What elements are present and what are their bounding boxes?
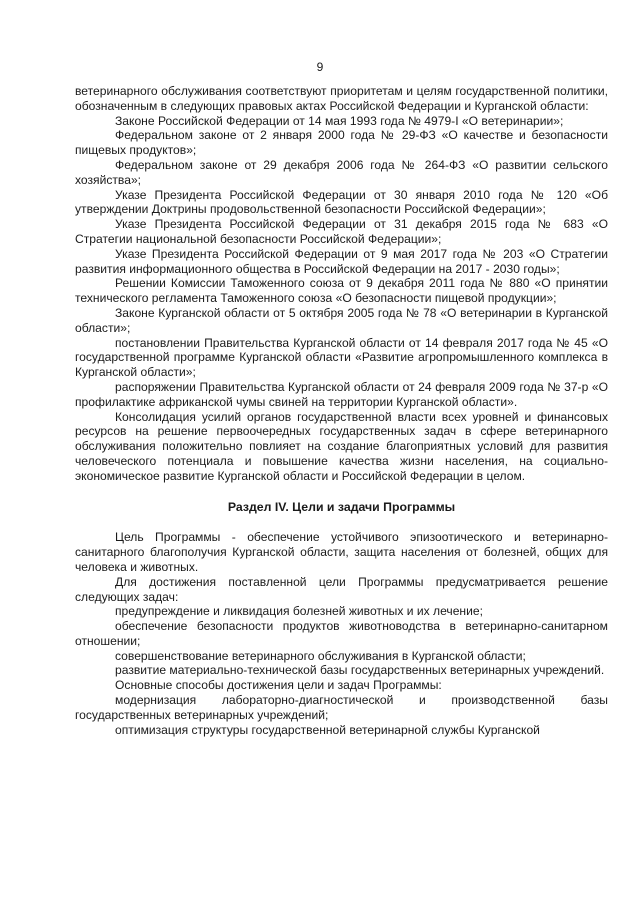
list-item-method: модернизация лабораторно-диагностической и производственной базы государственных ветеринарных учреждений; <box>75 693 608 722</box>
list-item-law: распоряжении Правительства Курганской области от 24 февраля 2009 года № 37-р «О профилактике африканской чумы свиней на территории Курганской области». <box>75 379 608 409</box>
list-item-law: Законе Российской Федерации от 14 мая 1993 года № 4979-I «О ветеринарии»; <box>115 113 564 128</box>
paragraph: Основные способы достижения цели и задач Программы: <box>115 678 442 693</box>
list-item-law: постановлении Правительства Курганской области от 14 февраля 2017 года № 45 «О государственной программе Курганской области «Развитие агропромышленного комплекса в Курганской области»; <box>75 335 608 380</box>
list-item-law: Законе Курганской области от 5 октября 2005 года № 78 «О ветеринарии в Курганской области»; <box>75 305 608 335</box>
list-item-task: совершенствование ветеринарного обслуживания в Курганской области; <box>115 648 526 663</box>
list-item-law: Федеральном законе от 2 января 2000 года № 29-ФЗ «О качестве и безопасности пищевых продуктов»; <box>75 128 608 158</box>
paragraph: Консолидация усилий органов государственной власти всех уровней и финансовых ресурсов на решение первоочередных государственных задач в сфере ветеринарного обслуживания положительно повлияет на создание благоприятных условий для развития человеческого потенциала и повышение качества жизни населения, на социально-экономическое развитие Курганской области и Российской Федерации в целом. <box>75 409 608 483</box>
paragraph: Для достижения поставленной цели Программы предусматривается решение следующих задач: <box>75 574 608 604</box>
list-item-law: Федеральном законе от 29 декабря 2006 года № 264-ФЗ «О развитии сельского хозяйства»; <box>75 157 608 187</box>
list-item-law: Указе Президента Российской Федерации от 31 декабря 2015 года № 683 «О Стратегии национальной безопасности Российской Федерации»; <box>75 217 608 246</box>
list-item-method: оптимизация структуры государственной ветеринарной службы Курганской <box>115 722 540 737</box>
paragraph: ветеринарного обслуживания соответствуют приоритетам и целям государственной политики, обозначенным в следующих правовых актах Российской Федерации и Курганской области: <box>75 84 608 113</box>
list-item-law: Указе Президента Российской Федерации от 9 мая 2017 года № 203 «О Стратегии развития информационного общества в Российской Федерации на 2017 - 2030 годы»; <box>75 246 608 276</box>
document-body <box>75 84 608 737</box>
list-item-task: развитие материально-технической базы государственных ветеринарных учреждений. <box>115 663 605 678</box>
list-item-law: Решении Комиссии Таможенного союза от 9 декабря 2011 года № 880 «О принятии технического регламента Таможенного союза «О безопасности пищевой продукции»; <box>75 276 608 306</box>
list-item-task: обеспечение безопасности продуктов животноводства в ветеринарно-санитарном отношении; <box>75 619 608 648</box>
list-item-law: Указе Президента Российской Федерации от 30 января 2010 года № 120 «Об утверждении Доктрины продовольственной безопасности Российской Федерации»; <box>75 187 608 217</box>
paragraph: Цель Программы - обеспечение устойчивого эпизоотического и ветеринарно-санитарного благополучия Курганской области, защита населения от болезней, общих для человека и животных. <box>75 530 608 574</box>
section-title: Раздел IV. Цели и задачи Программы <box>227 499 456 514</box>
page-number: 9 <box>316 60 324 74</box>
list-item-task: предупреждение и ликвидация болезней животных и их лечение; <box>115 604 483 619</box>
